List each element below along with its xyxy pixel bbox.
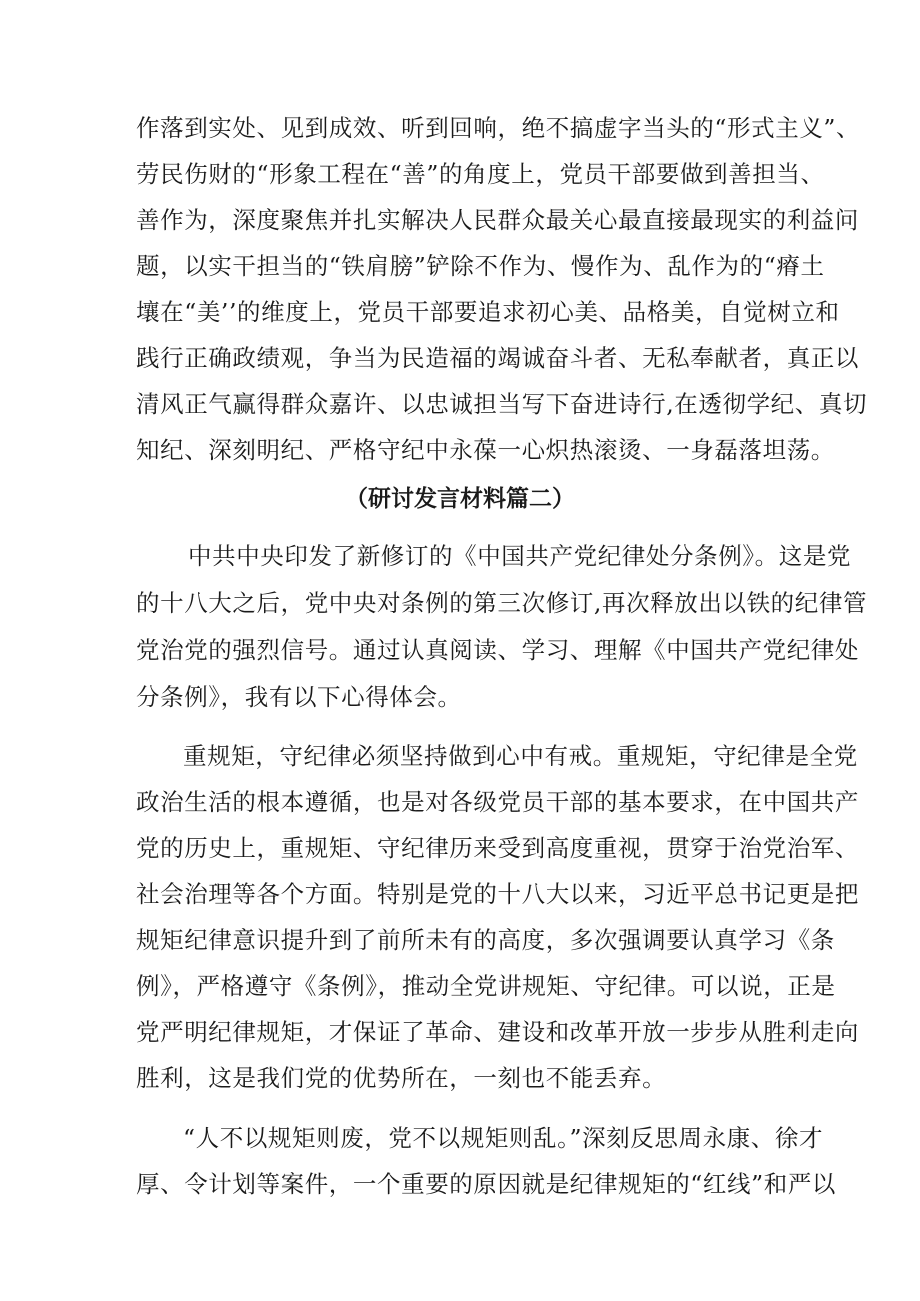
paragraph-line: 题，以实干担当的“铁肩膀”铲除不作为、慢作为、乱作为的“瘠土 [136,252,825,280]
paragraph-line: 的十八大之后，党中央对条例的第三次修订,再次释放出以铁的纪律管 [136,589,868,617]
paragraph-line: “人不以规矩则废，党不以规矩则乱。”深刻反思周永康、徐才 [183,1124,824,1152]
paragraph-line: 政治生活的根本遵循，也是对各级党员干部的基本要求，在中国共产 [136,788,859,816]
paragraph-line: 重规矩，守纪律必须坚持做到心中有戒。重规矩，守纪律是全党 [183,742,858,770]
section-heading: （研讨发言材料篇二） [345,485,575,512]
paragraph-line: 党的历史上，重规矩、守纪律历来受到高度重视，贯穿于治党治军、 [136,834,859,862]
paragraph-line: 清风正气赢得群众嘉许、以忠诚担当写下奋进诗行,在透彻学纪、真切 [136,390,868,418]
paragraph-line: 践行正确政绩观，争当为民造福的竭诚奋斗者、无私奉献者，真正以 [136,344,859,372]
paragraph-line: 壤在“美’’的维度上，党员干部要追求初心美、品格美，自觉树立和 [136,298,840,326]
paragraph-line: 劳民伤财的“形象工程在“善”的角度上，党员干部要做到善担当、 [136,160,825,188]
paragraph-line: 党严明纪律规矩，才保证了革命、建设和改革开放一步步从胜利走向 [136,1018,859,1046]
paragraph-line: 厚、令计划等案件，一个重要的原因就是纪律规矩的“红线”和严以 [136,1170,837,1198]
paragraph-line: 党治党的强烈信号。通过认真阅读、学习、理解《中国共产党纪律处 [136,636,859,664]
paragraph-line: 例》，严格遵守《条例》，推动全党讲规矩、守纪律。可以说，正是 [136,972,836,1000]
paragraph-line: 分条例》，我有以下心得体会。 [136,683,462,711]
paragraph-line: 善作为，深度聚焦并扎实解决人民群众最关心最直接最现实的利益问 [136,206,859,234]
paragraph-line: 作落到实处、见到成效、听到回响，绝不搞虚字当头的“形式主义”、 [136,114,861,142]
paragraph-line: 中共中央印发了新修订的《中国共产党纪律处分条例》。这是党 [188,542,852,570]
paragraph-line: 社会治理等各个方面。特别是党的十八大以来，习近平总书记更是把 [136,880,859,908]
paragraph-line: 胜利，这是我们党的优势所在，一刻也不能丢弃。 [136,1064,667,1092]
paragraph-line: 知纪、深刻明纪、严格守纪中永葆一心炽热滚烫、一身磊落坦荡。 [136,436,835,464]
paragraph-line: 规矩纪律意识提升到了前所未有的高度，多次强调要认真学习《条 [136,926,835,954]
